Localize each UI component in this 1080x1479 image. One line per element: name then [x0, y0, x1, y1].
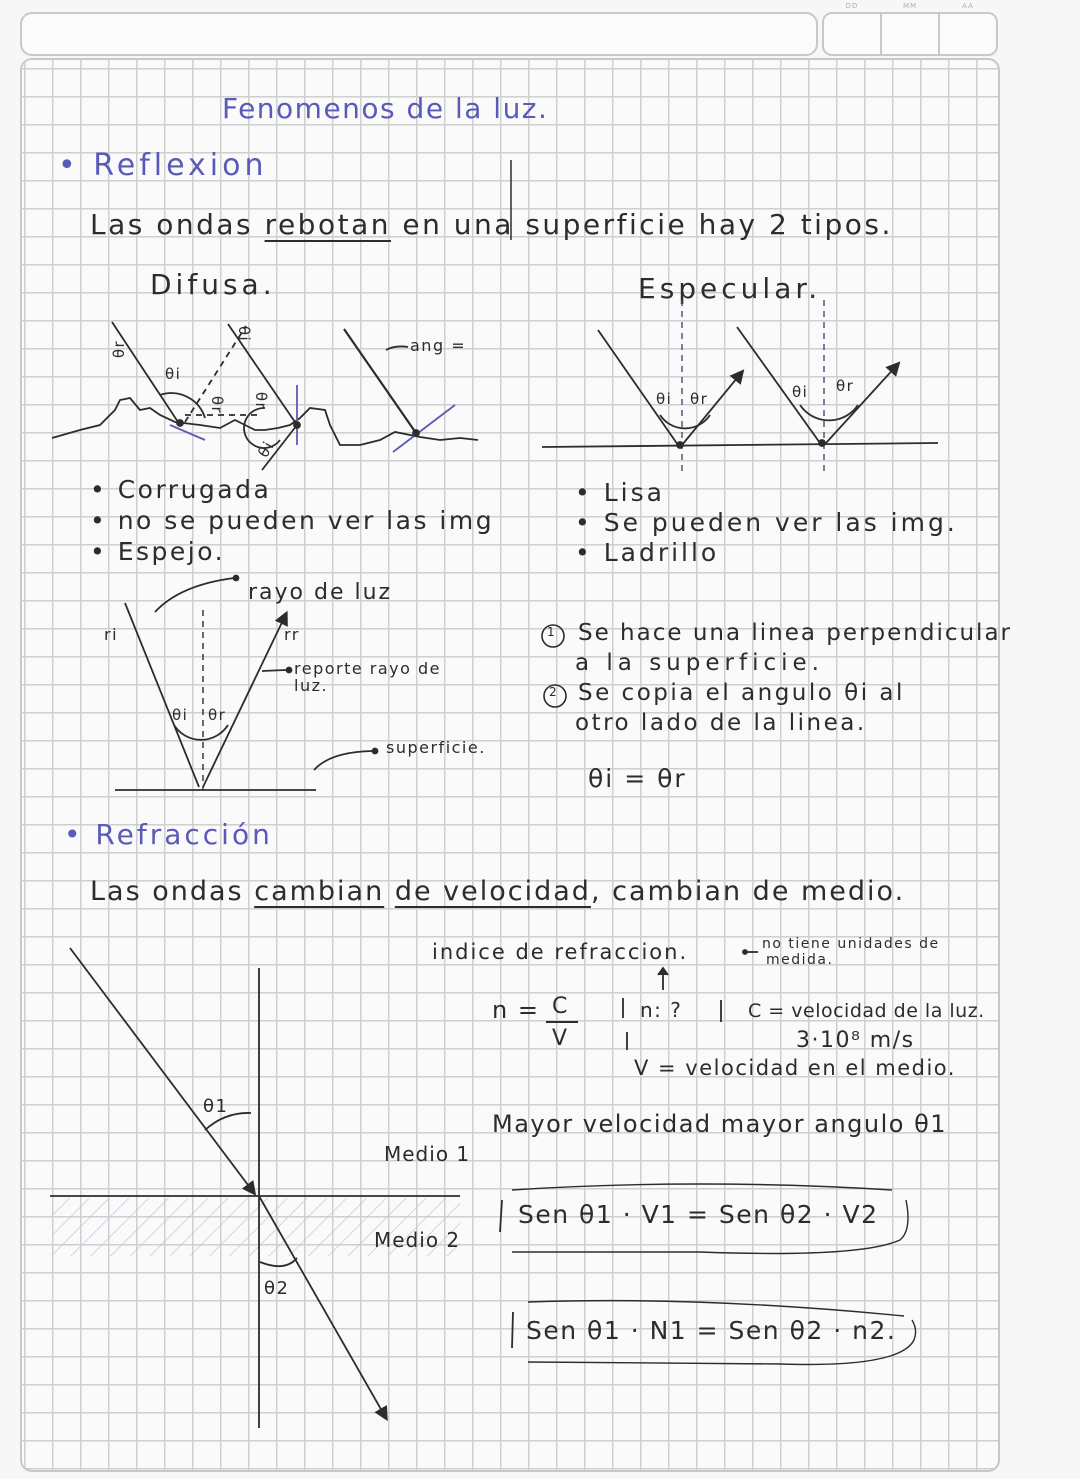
- index-label: indice de refraccion.: [432, 940, 689, 964]
- label-ri: ri: [104, 625, 119, 644]
- v-definition: V = velocidad en el medio.: [634, 1056, 956, 1080]
- intro-suffix: en una superficie hay 2 tipos.: [402, 208, 893, 241]
- index-note-line1: no tiene unidades de: [762, 936, 940, 952]
- list-item: • no se pueden ver las img: [90, 506, 495, 535]
- angle-theta1: θ1: [203, 1096, 229, 1117]
- difusa-angle-label: θi: [254, 437, 279, 461]
- snell-equation-index: Sen θ1 · N1 = Sen θ2 · n2.: [526, 1316, 897, 1345]
- list-item-text: Ladrillo: [603, 538, 720, 567]
- list-item-text: Lisa: [603, 478, 665, 507]
- label-ray: rayo de luz: [248, 580, 393, 605]
- n-question: n: ?: [640, 998, 683, 1022]
- difusa-angle-label: θr: [110, 339, 129, 359]
- angle-label-r: θr: [208, 706, 227, 724]
- intro-prefix: Las ondas: [90, 208, 254, 241]
- label-reflected-ray: reporte rayo de luz.: [294, 659, 442, 695]
- step-2-number: 2: [549, 685, 559, 699]
- step-1-line2: a la superficie.: [575, 650, 824, 676]
- list-item-text: Espejo.: [117, 537, 226, 566]
- formula-n: n =: [492, 996, 540, 1024]
- formula-denominator: V: [552, 1026, 569, 1051]
- angle-label-i: θi: [172, 706, 189, 724]
- difusa-angle-label: θr: [208, 395, 227, 415]
- page-title: Fenomenos de la luz.: [222, 92, 549, 125]
- refraccion-intro: [90, 876, 905, 907]
- snell-equation-velocity: Sen θ1 · V1 = Sen θ2 · V2: [518, 1200, 879, 1229]
- step-2-line2: otro lado de la linea.: [575, 710, 867, 736]
- intro-underlined: cambian: [254, 876, 385, 907]
- especular-bullet-list: [575, 478, 958, 568]
- date-day-label: DD: [845, 2, 859, 10]
- difusa-title: Difusa.: [150, 268, 276, 301]
- difusa-angle-label: θi: [165, 365, 182, 383]
- especular-angle-label: θr: [690, 390, 709, 408]
- list-item-text: Se pueden ver las img.: [603, 508, 958, 537]
- c-definition: C = velocidad de la luz.: [748, 1000, 985, 1022]
- intro-suffix: , cambian de medio.: [590, 876, 906, 907]
- angle-theta2: θ2: [264, 1278, 290, 1299]
- refraction-rule: Mayor velocidad mayor angulo θ1: [492, 1110, 948, 1138]
- label-medio-2: Medio 2: [374, 1228, 461, 1252]
- especular-angle-label: θi: [792, 383, 809, 401]
- list-item-text: no se pueden ver las img: [117, 506, 495, 535]
- section-heading-refraccion: • Refracción: [64, 818, 273, 851]
- especular-title: Especular.: [638, 272, 822, 305]
- section-heading-reflexion: • Reflexion: [58, 148, 268, 183]
- date-month-label: MM: [902, 2, 918, 10]
- especular-angle-label: θi: [656, 390, 673, 408]
- label-medio-1: Medio 1: [384, 1142, 471, 1166]
- c-value: 3·10⁸ m/s: [796, 1028, 915, 1053]
- difusa-angle-label: θi: [235, 325, 254, 343]
- date-year-label: AA: [962, 2, 974, 10]
- reflection-law: θi = θr: [588, 764, 687, 793]
- index-note-line2: medida.: [766, 952, 834, 968]
- list-item-text: Corrugada: [117, 475, 272, 504]
- list-item: • Lisa: [575, 478, 665, 507]
- difusa-bullet-list: [90, 474, 494, 567]
- especular-diagram: [542, 300, 938, 472]
- list-item: • Se pueden ver las img.: [575, 508, 958, 537]
- refraccion-heading-text: Refracción: [95, 818, 273, 851]
- list-item: • Espejo.: [90, 537, 226, 566]
- step-1-number: 1: [547, 625, 557, 639]
- intro-underlined: rebotan: [264, 208, 391, 241]
- intro-prefix: Las ondas: [90, 876, 244, 907]
- difusa-angle-label: θr: [252, 391, 271, 411]
- especular-angle-label: θr: [836, 377, 855, 395]
- formula-numerator: C: [552, 994, 569, 1019]
- list-item: • Ladrillo: [575, 538, 720, 567]
- difusa-annotation: ang =: [410, 336, 467, 355]
- step-1-line1: Se hace una linea perpendicular: [578, 620, 1012, 646]
- step-2-line1: Se copia el angulo θi al: [578, 680, 905, 706]
- label-rr: rr: [284, 625, 300, 644]
- label-surface: superficie.: [386, 738, 486, 757]
- reflexion-heading-text: Reflexion: [93, 148, 268, 183]
- list-item: • Corrugada: [90, 475, 272, 504]
- intro-underlined: de velocidad: [394, 876, 591, 907]
